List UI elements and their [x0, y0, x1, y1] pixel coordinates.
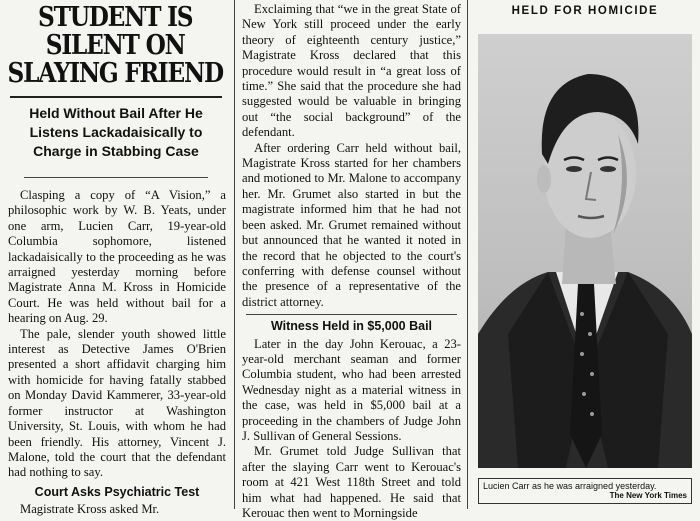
paragraph: Exclaiming that “we in the great State of New York still proceed under the early theory of eighteenth century justice,” Magistrate Kross declared that this procedure would result in “a great loss of time.” She said that the procedure she had suggested would be valuable in bringing out “the social background” of the defendant. [242, 2, 461, 140]
paragraph: Mr. Grumet told Judge Sullivan that after the slaying Carr went to Kerouac's room at 421 West 118th Street and told him what had happened. He said that Kerouac then went to Morningside [242, 444, 461, 520]
paragraph: Magistrate Kross asked Mr. [20, 502, 160, 517]
article-column-2 [238, 0, 465, 520]
headline: STUDENT IS SILENT ON SLAYING FRIEND [7, 2, 223, 89]
portrait-illustration [478, 34, 692, 468]
paragraph: Later in the day John Kerouac, a 23-year-old merchant seaman and former Columbia student, who had been arrested Wednesday night as a material witness in the case, was held in $5,000 bail at a proceeding in the chambers of Judge John J. Sullivan of General Sessions. [242, 336, 461, 443]
caption-text: Lucien Carr as he was arraigned yesterday. [483, 481, 657, 491]
subhead: Court Asks Psychiatric Test [34, 484, 200, 499]
article-column-1 [0, 0, 232, 517]
deck: Held Without Bail After He Listens Lackadaisically to Charge in Stabbing Case [29, 105, 203, 159]
deck-rule [24, 177, 208, 178]
photo-caption [478, 478, 692, 504]
subhead: Witness Held in $5,000 Bail [246, 314, 457, 334]
photo-credit: The New York Times [609, 491, 687, 500]
photo-column [470, 0, 700, 509]
portrait-photo [478, 34, 692, 468]
paragraph: The pale, slender youth showed little interest as Detective James O'Brien presented a short affidavit charging him with homicide for having fatally stabbed on Monday David Kammerer, 33-year-old former instructor at Washington University, St. Louis, with whom he had been friendly. His attorney, Vincent J. Malone, told the court that the defendant had nothing to say. [8, 326, 226, 480]
article-body [242, 2, 461, 521]
column-rule [234, 0, 235, 509]
headline-rule [10, 96, 222, 98]
paragraph: Clasping a copy of “A Vision,” a philosophic work by W. B. Yeats, under one arm, Lucien Carr, 19-year-old Columbia sophomore, listened lackadaisically to the proceeding as he was arraigned yesterday morning before Magistrate Anna M. Kross in Homicide Court. He was held without bail for a hearing on Aug. 29. [8, 188, 226, 326]
photo-title: HELD FOR HOMICIDE [511, 5, 659, 17]
column-rule [467, 0, 468, 509]
article-body [8, 188, 226, 518]
paragraph: After ordering Carr held without bail, Magistrate Kross started for her chambers and motioned to Mr. Malone to accompany her. Mr. Grumet also started in but the magistrate informed him that he had not been asked. Mr. Grumet remained without but announced that he wanted it noted in the record that he objected to the court's conferring with defense counsel without the presence of a representative of the district attorney. [242, 140, 461, 309]
